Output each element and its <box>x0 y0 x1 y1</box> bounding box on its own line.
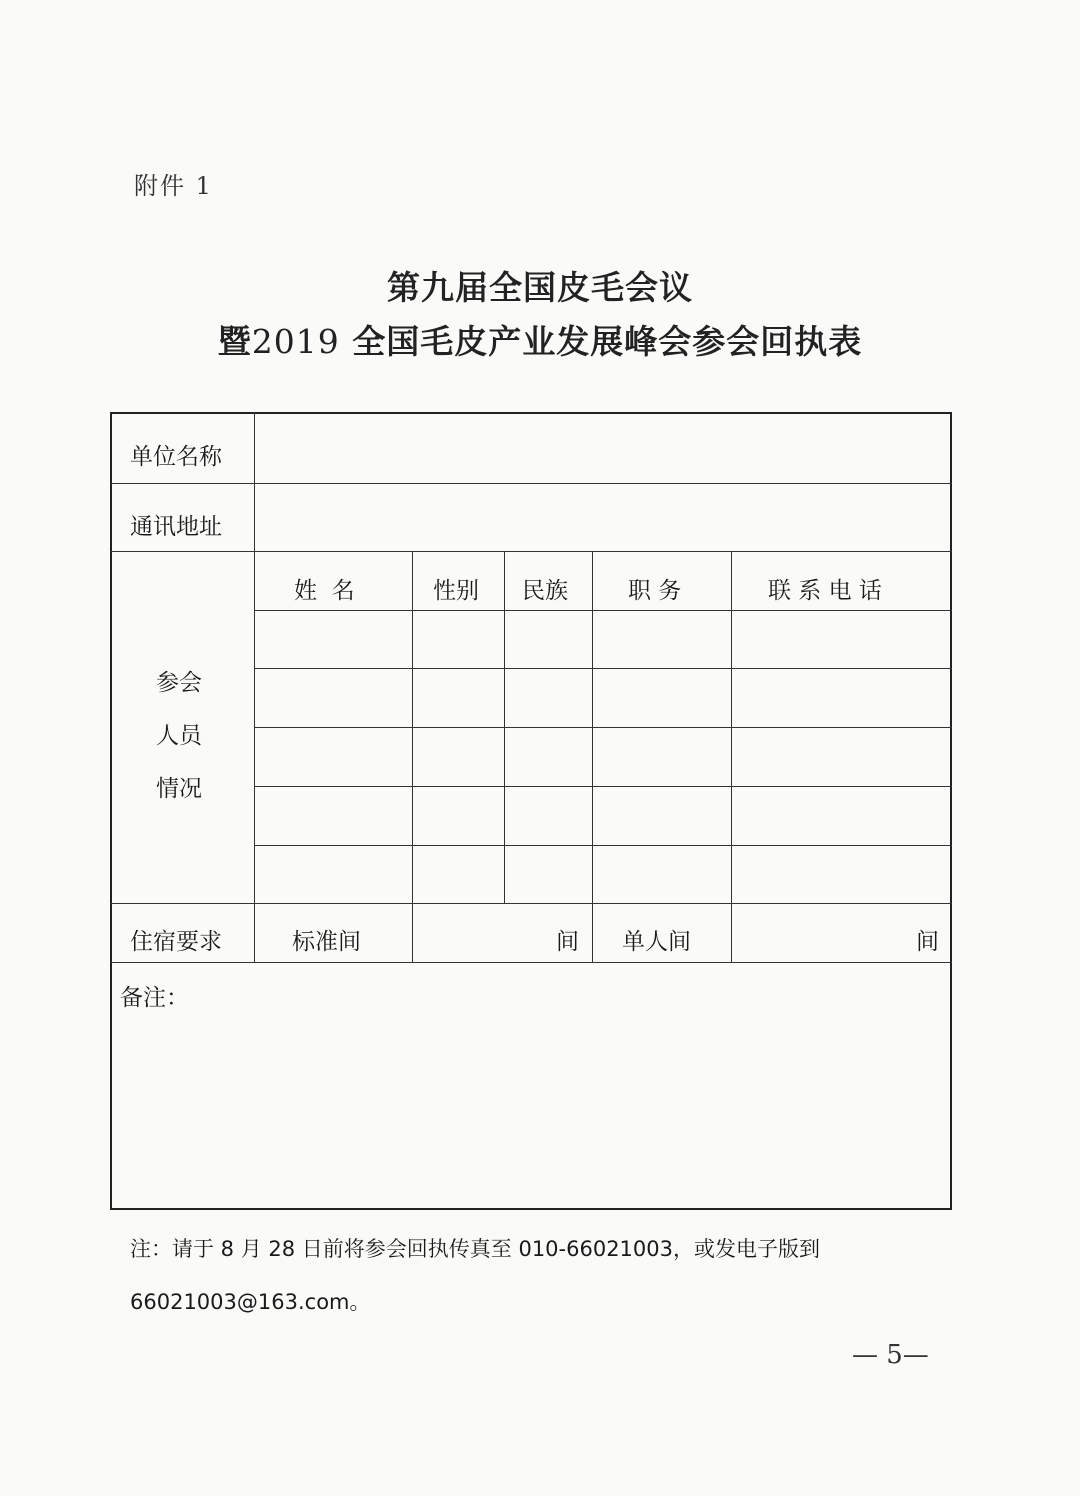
title-suffix: 全国毛皮产业发展峰会参会回执表 <box>352 322 863 361</box>
remarks-label: 备注： <box>120 985 189 1011</box>
col-gender-header: 性别 <box>433 578 479 604</box>
row-divider <box>110 483 952 484</box>
standard-room-unit: 间 <box>556 929 579 955</box>
col-ethnicity-header: 民族 <box>522 578 568 604</box>
title-line-1: 第九届全国皮毛会议 <box>387 268 693 307</box>
attendees-label-2: 人员 <box>156 723 202 749</box>
lodging-label: 住宿要求 <box>130 929 222 955</box>
registration-form-table <box>110 412 952 1210</box>
row-divider <box>110 903 952 904</box>
title-prefix: 暨 <box>217 322 252 361</box>
attendee-row-divider <box>254 610 952 611</box>
row-divider <box>110 551 952 552</box>
footnote-line-2: 66021003@163.com。 <box>130 1290 371 1314</box>
column-divider <box>592 551 593 962</box>
address-label: 通讯地址 <box>130 514 222 540</box>
unit-name-label: 单位名称 <box>130 444 222 470</box>
row-divider <box>110 962 952 963</box>
attendees-label-1: 参会 <box>156 670 202 696</box>
title-year: 2019 <box>251 322 340 361</box>
column-divider <box>412 551 413 962</box>
standard-room-label: 标准间 <box>292 929 361 955</box>
attendee-row-divider <box>254 668 952 669</box>
title-line-2 <box>0 316 1080 363</box>
page-number: — 5— <box>852 1340 929 1370</box>
col-phone-header: 联 系 电 话 <box>768 578 882 604</box>
label-column-divider <box>254 412 255 962</box>
column-divider <box>731 551 732 962</box>
attendee-row-divider <box>254 845 952 846</box>
footnote-line-1: 注：请于 8 月 28 日前将参会回执传真至 010-66021003，或发电子版到 <box>130 1237 821 1261</box>
attachment-label: 附件 1 <box>134 172 213 200</box>
column-divider <box>504 551 505 903</box>
col-name-header: 姓 名 <box>294 578 355 604</box>
single-room-label: 单人间 <box>622 929 691 955</box>
attendee-row-divider <box>254 727 952 728</box>
col-position-header: 职 务 <box>628 578 682 604</box>
attendees-label-3: 情况 <box>156 776 202 802</box>
single-room-unit: 间 <box>916 929 939 955</box>
attendee-row-divider <box>254 786 952 787</box>
